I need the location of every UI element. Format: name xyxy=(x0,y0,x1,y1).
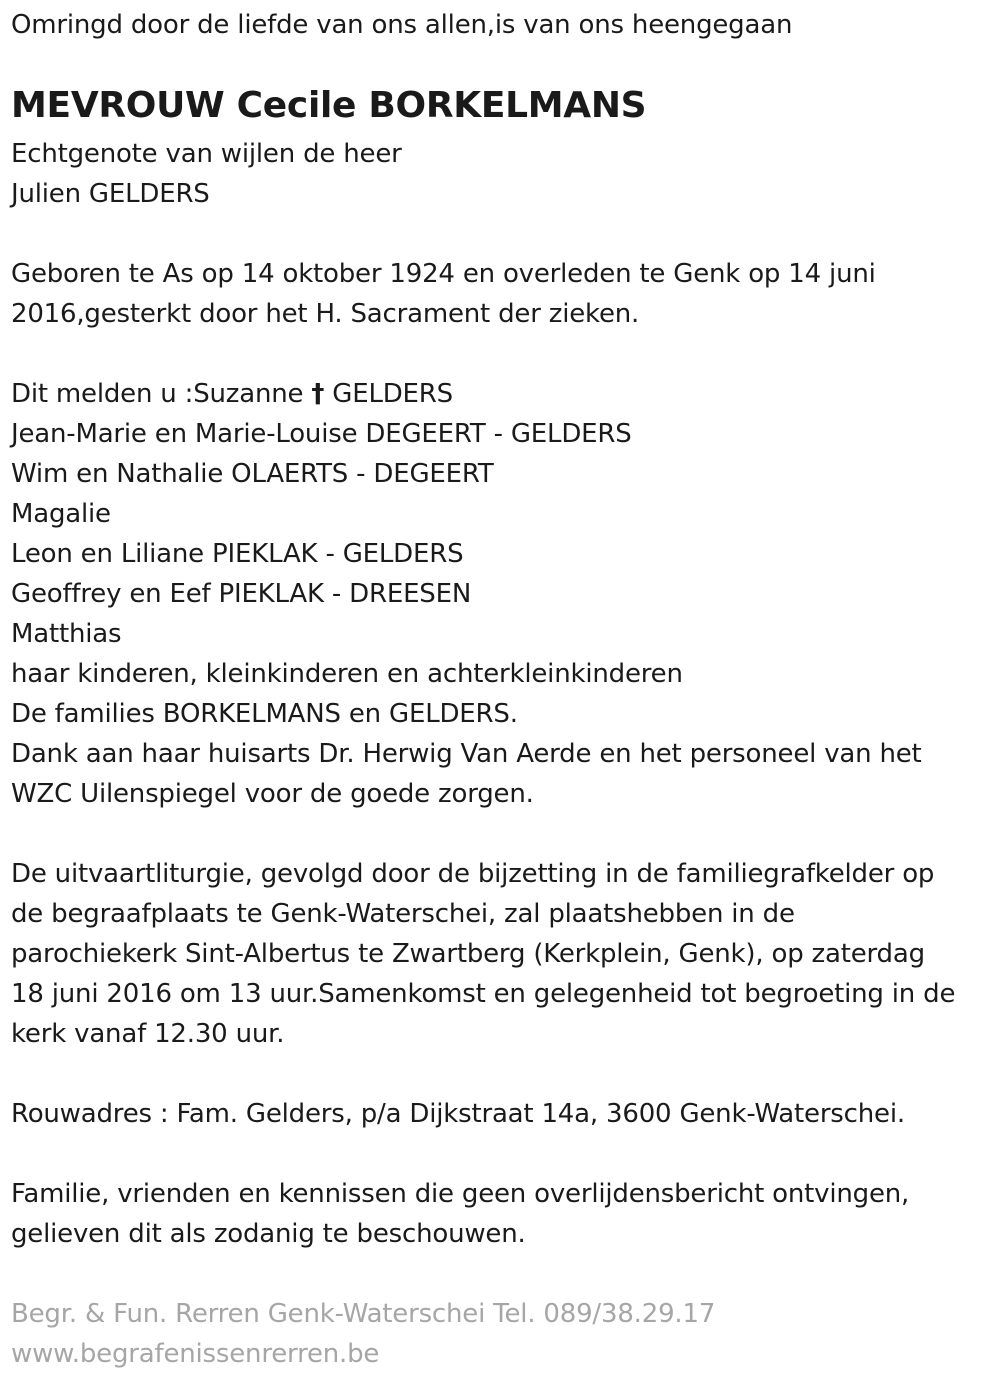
intro-text: Omringd door de liefde van ons allen,is van ons heengegaan xyxy=(11,10,793,40)
footer xyxy=(11,1294,715,1374)
family-first-prefix: Dit melden u :Suzanne xyxy=(11,379,304,409)
mourning-address: Rouwadres : Fam. Gelders, p/a Dijkstraat 14a, 3600 Genk-Waterschei. xyxy=(11,1099,905,1129)
notice-block xyxy=(11,1174,909,1254)
family-line: Geoffrey en Eef PIEKLAK - DREESEN xyxy=(11,579,472,609)
notice-line: gelieven dit als zodanig te beschouwen. xyxy=(11,1219,526,1249)
family-line: Leon en Liliane PIEKLAK - GELDERS xyxy=(11,539,464,569)
family-line: Magalie xyxy=(11,499,111,529)
spouse-block xyxy=(11,134,402,214)
notice-line: Familie, vrienden en kennissen die geen overlijdensbericht ontvingen, xyxy=(11,1179,910,1209)
funeral-line: parochiekerk Sint-Albertus te Zwartberg (Kerkplein, Genk), op zaterdag xyxy=(11,939,925,969)
funeral-line: de begraafplaats te Genk-Waterschei, zal plaatshebben in de xyxy=(11,899,795,929)
family-line: Matthias xyxy=(11,619,122,649)
birth-death-block xyxy=(11,254,876,334)
funeral-line: De uitvaartliturgie, gevolgd door de bijzetting in de familiegrafkelder op xyxy=(11,859,935,889)
family-line: WZC Uilenspiegel voor de goede zorgen. xyxy=(11,779,534,809)
funeral-line: 18 juni 2016 om 13 uur.Samenkomst en gelegenheid tot begroeting in de xyxy=(11,979,956,1009)
family-line: De families BORKELMANS en GELDERS. xyxy=(11,699,518,729)
family-line: Jean-Marie en Marie-Louise DEGEERT - GELDERS xyxy=(11,419,632,449)
spouse-line: Echtgenote van wijlen de heer xyxy=(11,139,402,169)
address-block xyxy=(11,1094,905,1134)
birth-death-line: Geboren te As op 14 oktober 1924 en overleden te Genk op 14 juni xyxy=(11,259,876,289)
family-line: haar kinderen, kleinkinderen en achterkleinkinderen xyxy=(11,659,683,689)
family-first-line xyxy=(11,374,922,414)
funeral-block xyxy=(11,854,955,1054)
family-line: Dank aan haar huisarts Dr. Herwig Van Aerde en het personeel van het xyxy=(11,739,922,769)
funeral-line: kerk vanaf 12.30 uur. xyxy=(11,1019,285,1049)
spouse-name: Julien GELDERS xyxy=(11,179,210,209)
family-line: Wim en Nathalie OLAERTS - DEGEERT xyxy=(11,459,494,489)
family-first-suffix: GELDERS xyxy=(332,379,453,409)
deceased-name: MEVROUW Cecile BORKELMANS xyxy=(11,85,647,126)
cross-icon: † xyxy=(311,379,325,409)
funeral-home-info: Begr. & Fun. Rerren Genk-Waterschei Tel. 089/38.29.17 xyxy=(11,1299,716,1329)
funeral-home-website[interactable]: www.begrafenissenrerren.be xyxy=(11,1339,380,1369)
birth-death-line: 2016,gesterkt door het H. Sacrament der zieken. xyxy=(11,299,640,329)
family-block xyxy=(11,374,922,814)
